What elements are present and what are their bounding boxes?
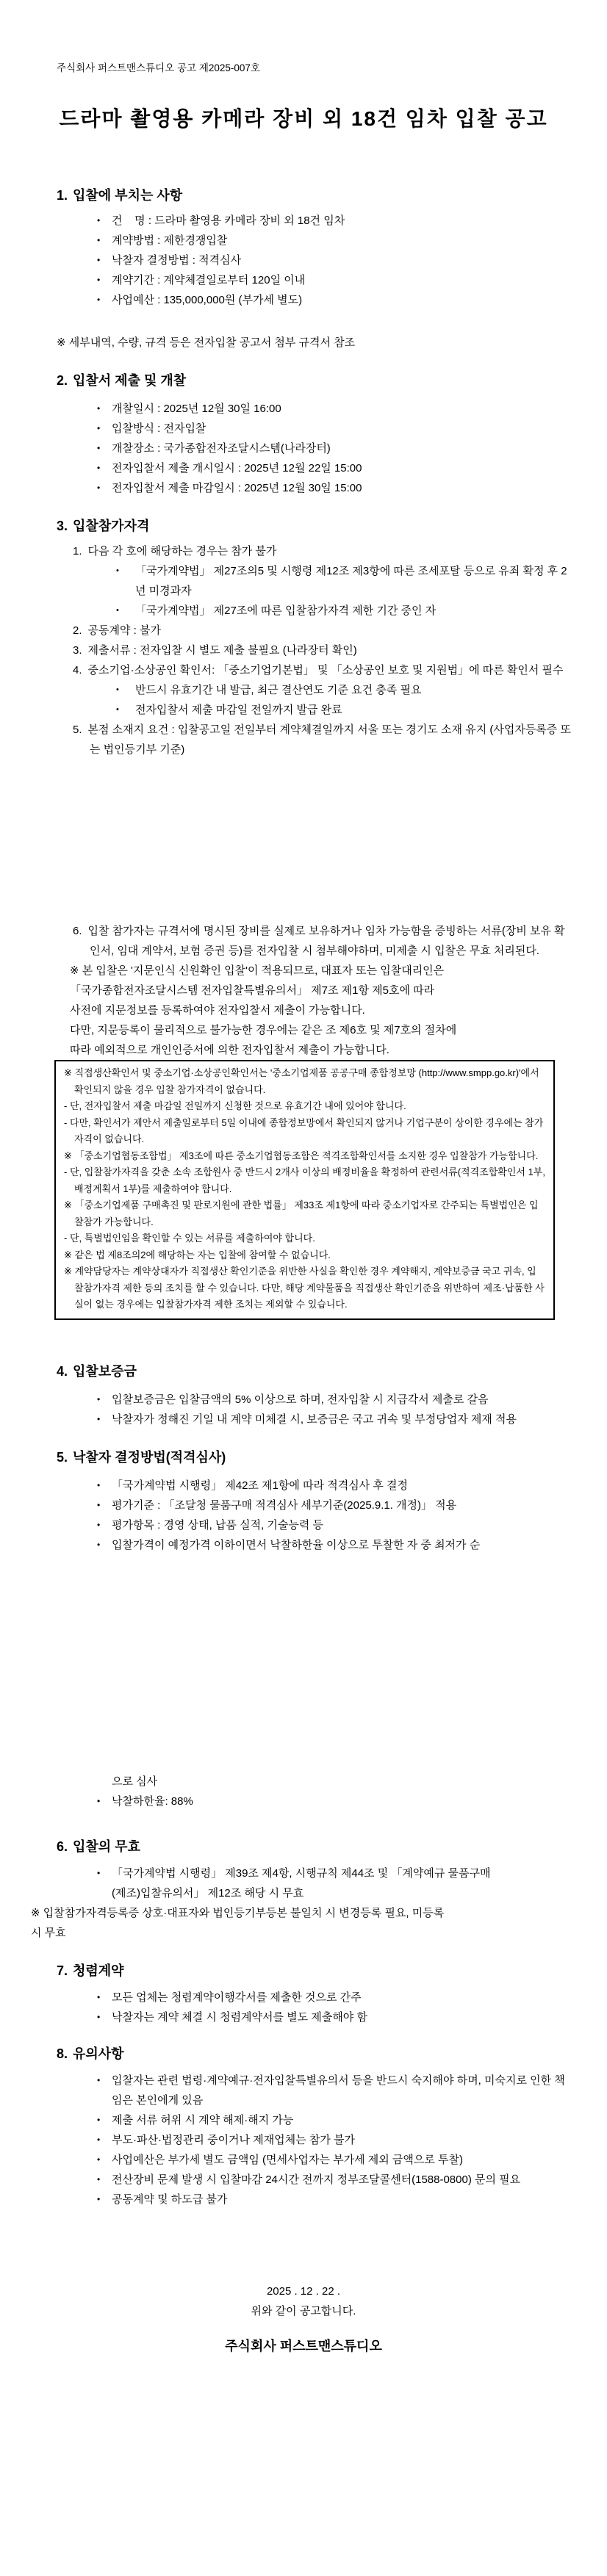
sub-item-text: 반드시 유효기간 내 발급, 최근 결산연도 기준 요건 충족 필요 xyxy=(135,684,422,696)
list-item xyxy=(97,458,573,478)
box-note: ※ 「중소기업협동조합법」 제3조에 따른 중소기업협동조합은 적격조합확인서를 소지한 경우 입찰참가 가능합니다. xyxy=(64,1150,539,1161)
list-item xyxy=(97,2150,573,2170)
bullet-icon: • xyxy=(116,705,119,714)
numbered-item xyxy=(73,660,573,680)
continuation-text: 으로 심사 xyxy=(112,1775,158,1788)
bullet-icon: • xyxy=(116,606,119,615)
note-line: 따라 예외적으로 개인인증서에 의한 전자입찰서 제출이 가능합니다. xyxy=(70,1044,389,1056)
list-item xyxy=(97,439,573,458)
section-2-body xyxy=(0,399,607,498)
section-8-heading xyxy=(57,2045,573,2063)
box-note: ※ 계약담당자는 계약상대자가 직접생산 확인기준을 위반한 사실을 확인한 경우 계약해지, 계약보증금 국고 귀속, 입찰참가자격 제한 등의 조치를 할 수 있습니다. 다만, 해당 계약물품을 직접생산 확인기준을 위반하여 제조·납품한 사실이 없는 경우에는 입찰참가자격 제한 조치는 제외할 수 있습니다. xyxy=(64,1266,545,1310)
list-item xyxy=(97,419,573,439)
item-number: 3. xyxy=(73,644,82,657)
box-note: - 단, 특별법인임을 확인할 수 있는 서류를 제출하여야 합니다. xyxy=(64,1233,315,1244)
section-2-heading xyxy=(57,372,573,390)
list-item xyxy=(97,250,573,270)
note-line: 다만, 지문등록이 물리적으로 불가능한 경우에는 같은 조 제6호 및 제7호의 절차에 xyxy=(70,1024,457,1036)
list-item-text: 모든 업체는 청렴계약이행각서를 제출한 것으로 간주 xyxy=(112,1991,362,2004)
section-7-body xyxy=(0,1988,607,2027)
box-note: ※ 「중소기업제품 구매촉진 및 판로지원에 관한 법률」 제33조 제1항에 따라 중소기업자로 간주되는 특별법인은 입찰참가 가능합니다. xyxy=(64,1199,539,1227)
legal-notes-box xyxy=(54,1060,555,1320)
announcement-date: 2025 . 12 . 22 . xyxy=(266,2285,341,2298)
section-4-body xyxy=(0,1390,607,1429)
list-item-text: 평가기준 : 「조달청 물품구매 적격심사 세부기준(2025.9.1. 개정)」 적용 xyxy=(112,1498,457,1512)
box-note: ※ 직접생산확인서 및 중소기업·소상공인확인서는 '중소기업제품 공공구매 종합정보망 (http://www.smpp.go.kr)'에서 확인되지 않을 경우 입찰 참가자격이 없습니다. xyxy=(64,1067,542,1095)
bullet-icon: • xyxy=(97,1992,101,2002)
section-1-body xyxy=(0,211,607,310)
document-page-1 xyxy=(0,0,607,859)
list-item-text: 「국가계약법 시행령」 제42조 제1항에 따라 적격심사 후 결정 xyxy=(112,1479,408,1492)
note-line: 「국가종합전자조달시스템 전자입찰특별유의서」 제7조 제1항 제5호에 따라 xyxy=(70,984,435,997)
section-6-heading xyxy=(57,1838,573,1856)
bullet-icon: • xyxy=(97,2115,101,2125)
list-item xyxy=(97,290,573,310)
note-line: 시 무효 xyxy=(31,1927,66,1939)
bullet-icon: • xyxy=(97,255,101,265)
list-item-text: 입찰가격이 예정가격 이하이면서 낙찰하한율 이상으로 투찰한 자 중 최저가 순 xyxy=(112,1538,481,1551)
item-text: 중소기업·소상공인 확인서: 「중소기업기본법」 및 「소상공인 보호 및 지원법」에 따른 확인서 필수 xyxy=(87,664,564,677)
numbered-item xyxy=(73,720,573,760)
sub-item-text: 「국가계약법」 제27조의5 및 시행령 제12조 제3항에 따른 조세포탈 등으로 유죄 확정 후 2년 미경과자 xyxy=(135,565,567,597)
section-6-title: 입찰의 무효 xyxy=(73,1839,140,1854)
list-item-text: 낙찰자 결정방법 : 적격심사 xyxy=(112,254,242,267)
item-text: 공동계약 : 불가 xyxy=(87,624,161,637)
note-line: ※ 본 입찰은 '지문인식 신원확인 입찰'이 적용되므로, 대표자 또는 입찰대리인은 xyxy=(70,964,445,977)
sub-list-item xyxy=(116,601,573,621)
sub-list-item xyxy=(116,680,573,700)
sub-list-item xyxy=(116,700,573,720)
list-item-text: 계약방법 : 제한경쟁입찰 xyxy=(112,234,228,247)
list-item-text: 개찰장소 : 국가종합전자조달시스템(나라장터) xyxy=(112,442,331,455)
section-2-number: 2. xyxy=(57,373,68,388)
list-item xyxy=(97,1496,573,1515)
bullet-icon: • xyxy=(97,423,101,433)
bullet-icon: • xyxy=(97,2194,101,2204)
section-7-number: 7. xyxy=(57,1963,68,1978)
fingerprint-notice xyxy=(0,961,607,1060)
bullet-icon: • xyxy=(97,2135,101,2145)
bullet-icon: • xyxy=(97,1519,101,1530)
bullet-icon: • xyxy=(116,685,119,694)
list-item xyxy=(97,1410,573,1429)
section-6-body xyxy=(0,1864,607,1943)
bullet-icon: • xyxy=(97,1499,101,1510)
item-number: 2. xyxy=(73,624,82,637)
bullet-icon: • xyxy=(97,215,101,226)
list-item-text: 전산장비 문제 발생 시 입찰마감 24시간 전까지 정부조달콜센터(1588-0800) 문의 필요 xyxy=(112,2173,521,2186)
list-item-text: 입찰자는 관련 법령·계약예규·전자입찰특별유의서 등을 반드시 숙지해야 하며, 미숙지로 인한 책임은 본인에게 있음 xyxy=(112,2074,565,2107)
item-number: 5. xyxy=(73,724,82,736)
bullet-icon: • xyxy=(116,566,119,575)
bullet-icon: • xyxy=(97,2154,101,2165)
list-item-text: 입찰보증금은 입찰금액의 5% 이상으로 하며, 전자입찰 시 지급각서 제출로 갈음 xyxy=(112,1393,489,1406)
item-number: 1. xyxy=(73,545,82,558)
box-note: - 단, 전자입찰서 제출 마감일 전일까지 신청한 것으로 유효기간 내에 있어야 합니다. xyxy=(64,1100,406,1111)
section-5-number: 5. xyxy=(57,1449,68,1465)
section-1-title: 입찰에 부치는 사항 xyxy=(73,188,183,203)
numbered-item xyxy=(73,921,573,961)
bullet-icon: • xyxy=(97,463,101,473)
section-1-note: ※ 세부내역, 수량, 규격 등은 전자입찰 공고서 첨부 규격서 참조 xyxy=(57,336,356,349)
announcement-closing-line: 위와 같이 공고합니다. xyxy=(251,2305,356,2317)
item-text: 입찰 참가자는 규격서에 명시된 장비를 실제로 보유하거나 임차 가능함을 증빙하는 서류(장비 보유 확인서, 임대 계약서, 보험 증권 등)를 전자입찰 시 첨부해야하며, 미제출 시 입찰은 무효 처리된다. xyxy=(87,925,565,957)
sub-item-text: 전자입찰서 제출 마감일 전일까지 발급 완료 xyxy=(135,704,342,716)
bullet-icon: • xyxy=(97,1393,101,1404)
box-note: - 단, 입찰참가자격을 갖춘 소속 조합원사 중 반드시 2개사 이상의 배정비율을 확정하여 관련서류(적격조합확인서 1부, 배정계획서 1부)를 제출하여야 합니다. xyxy=(64,1166,548,1194)
list-item-text: 낙찰자는 계약 체결 시 청렴계약서를 별도 제출해야 함 xyxy=(112,2011,367,2024)
section-8-number: 8. xyxy=(57,2046,68,2061)
section-3-number: 3. xyxy=(57,519,68,533)
box-note: ※ 같은 법 제8조의2에 해당하는 자는 입찰에 참여할 수 없습니다. xyxy=(64,1249,331,1260)
notice-number: 주식회사 퍼스트맨스튜디오 공고 제2025-007호 xyxy=(57,62,260,73)
list-item xyxy=(97,1864,573,1903)
bullet-icon: • xyxy=(97,275,101,285)
note-line: 사전에 지문정보를 등록하여야 전자입찰서 제출이 가능합니다. xyxy=(70,1004,365,1017)
list-item-text: 입찰방식 : 전자입찰 xyxy=(112,422,206,435)
numbered-item xyxy=(73,641,573,660)
section-6-number: 6. xyxy=(57,1839,68,1854)
bullet-icon: • xyxy=(97,483,101,493)
section-8-body xyxy=(0,2071,607,2209)
list-item-text: 「국가계약법 시행령」 제39조 제4항, 시행규칙 제44조 및 「계약예규 물품구매 xyxy=(112,1867,491,1880)
list-item-text: (제조)입찰유의서」 제12조 해당 시 무효 xyxy=(112,1887,304,1899)
list-item-text: 공동계약 및 하도급 불가 xyxy=(112,2193,228,2206)
list-item xyxy=(97,270,573,290)
list-item-text: 사업예산은 부가세 별도 금액임 (면세사업자는 부가세 제외 금액으로 투찰) xyxy=(112,2154,464,2166)
list-item-text: 부도·파산·법정관리 중이거나 제재업체는 참가 불가 xyxy=(112,2134,355,2146)
numbered-item xyxy=(73,541,573,561)
list-item-text: 개찰일시 : 2025년 12월 30일 16:00 xyxy=(112,403,281,415)
bullet-icon: • xyxy=(97,443,101,453)
section-8-title: 유의사항 xyxy=(73,2046,124,2061)
list-item xyxy=(97,1535,573,1555)
section-4-heading xyxy=(57,1363,573,1381)
section-5-title: 낙찰자 결정방법(적격심사) xyxy=(73,1449,226,1465)
section-1-heading xyxy=(57,187,573,205)
bullet-icon: • xyxy=(97,403,101,414)
note-line: ※ 입찰참가자격등록증 상호·대표자와 법인등기부등본 불일치 시 변경등록 필요, 미등록 xyxy=(31,1907,445,1919)
section-7-title: 청렴계약 xyxy=(73,1963,124,1978)
bullet-icon: • xyxy=(97,2012,101,2022)
list-item xyxy=(97,1792,573,1811)
list-item-text: 건 명 : 드라마 촬영용 카메라 장비 외 18건 임차 xyxy=(112,214,345,227)
section-1-number: 1. xyxy=(57,188,68,203)
list-item xyxy=(97,2170,573,2190)
item-text: 다음 각 호에 해당하는 경우는 참가 불가 xyxy=(87,545,277,558)
bullet-icon: • xyxy=(97,1479,101,1490)
list-item-text: 전자입찰서 제출 개시일시 : 2025년 12월 22일 15:00 xyxy=(112,462,362,475)
sub-item-text: 「국가계약법」 제27조에 따른 입찰참가자격 제한 기간 중인 자 xyxy=(135,605,437,617)
item-number: 6. xyxy=(73,925,82,937)
item-text: 제출서류 : 전자입찰 시 별도 제출 불필요 (나라장터 확인) xyxy=(87,644,357,657)
list-item xyxy=(97,2071,573,2110)
list-item xyxy=(97,399,573,419)
list-item xyxy=(97,1515,573,1535)
section-7-heading xyxy=(57,1962,573,1980)
section-3-title: 입찰참가자격 xyxy=(73,519,150,533)
list-item xyxy=(97,2190,573,2209)
bullet-icon: • xyxy=(97,1796,101,1806)
list-item xyxy=(97,1390,573,1410)
continuation-line xyxy=(112,1772,573,1792)
bullet-icon: • xyxy=(97,235,101,245)
item-text: 본점 소재지 요건 : 입찰공고일 전일부터 계약체결일까지 서울 또는 경기도 소재 유지 (사업자등록증 또는 법인등기부 기준) xyxy=(87,724,571,756)
bullet-icon: • xyxy=(97,2075,101,2085)
numbered-item xyxy=(73,621,573,641)
section-2-title: 입찰서 제출 및 개찰 xyxy=(73,373,187,388)
bullet-icon: • xyxy=(97,1868,101,1878)
bullet-icon: • xyxy=(97,1413,101,1424)
box-note: - 다만, 확인서가 제안서 제출일로부터 5일 이내에 종합정보망에서 확인되지 않거나 기업구분이 상이한 경우에는 참가자격이 없습니다. xyxy=(64,1116,544,1144)
list-item xyxy=(97,2130,573,2150)
document-page-2 xyxy=(0,859,607,1717)
bullet-icon: • xyxy=(97,295,101,305)
company-name: 주식회사 퍼스트맨스튜디오 xyxy=(225,2339,382,2353)
item-number: 4. xyxy=(73,664,82,677)
section-5-body xyxy=(0,1476,607,1555)
list-item xyxy=(97,2110,573,2130)
list-item-text: 평가항목 : 경영 상태, 납품 실적, 기술능력 등 xyxy=(112,1518,324,1531)
list-item-text: 낙찰자가 정해진 기일 내 계약 미체결 시, 보증금은 국고 귀속 및 부정당업자 제재 적용 xyxy=(112,1413,517,1426)
list-item-text: 낙찰하한율: 88% xyxy=(112,1795,193,1808)
section-5-heading xyxy=(57,1448,573,1467)
section-4-title: 입찰보증금 xyxy=(73,1363,137,1379)
bullet-icon: • xyxy=(97,2174,101,2184)
page-title: 드라마 촬영용 카메라 장비 외 18건 임차 입찰 공고 xyxy=(59,107,548,130)
section-3-body xyxy=(0,541,607,760)
bullet-icon: • xyxy=(97,1539,101,1550)
section-3-heading xyxy=(57,517,573,535)
list-item xyxy=(97,211,573,231)
list-item xyxy=(97,478,573,498)
list-item xyxy=(97,231,573,250)
list-item-text: 전자입찰서 제출 마감일시 : 2025년 12월 30일 15:00 xyxy=(112,482,362,494)
section-4-number: 4. xyxy=(57,1363,68,1379)
list-item xyxy=(97,1476,573,1496)
list-item xyxy=(97,1988,573,2007)
document-page-3 xyxy=(0,1717,607,2576)
sub-list-item xyxy=(116,561,573,601)
list-item-text: 제출 서류 허위 시 계약 해제·해지 가능 xyxy=(112,2114,294,2126)
list-item xyxy=(97,2007,573,2027)
list-item-text: 사업예산 : 135,000,000원 (부가세 별도) xyxy=(112,294,303,306)
list-item-text: 계약기간 : 계약체결일로부터 120일 이내 xyxy=(112,274,306,286)
